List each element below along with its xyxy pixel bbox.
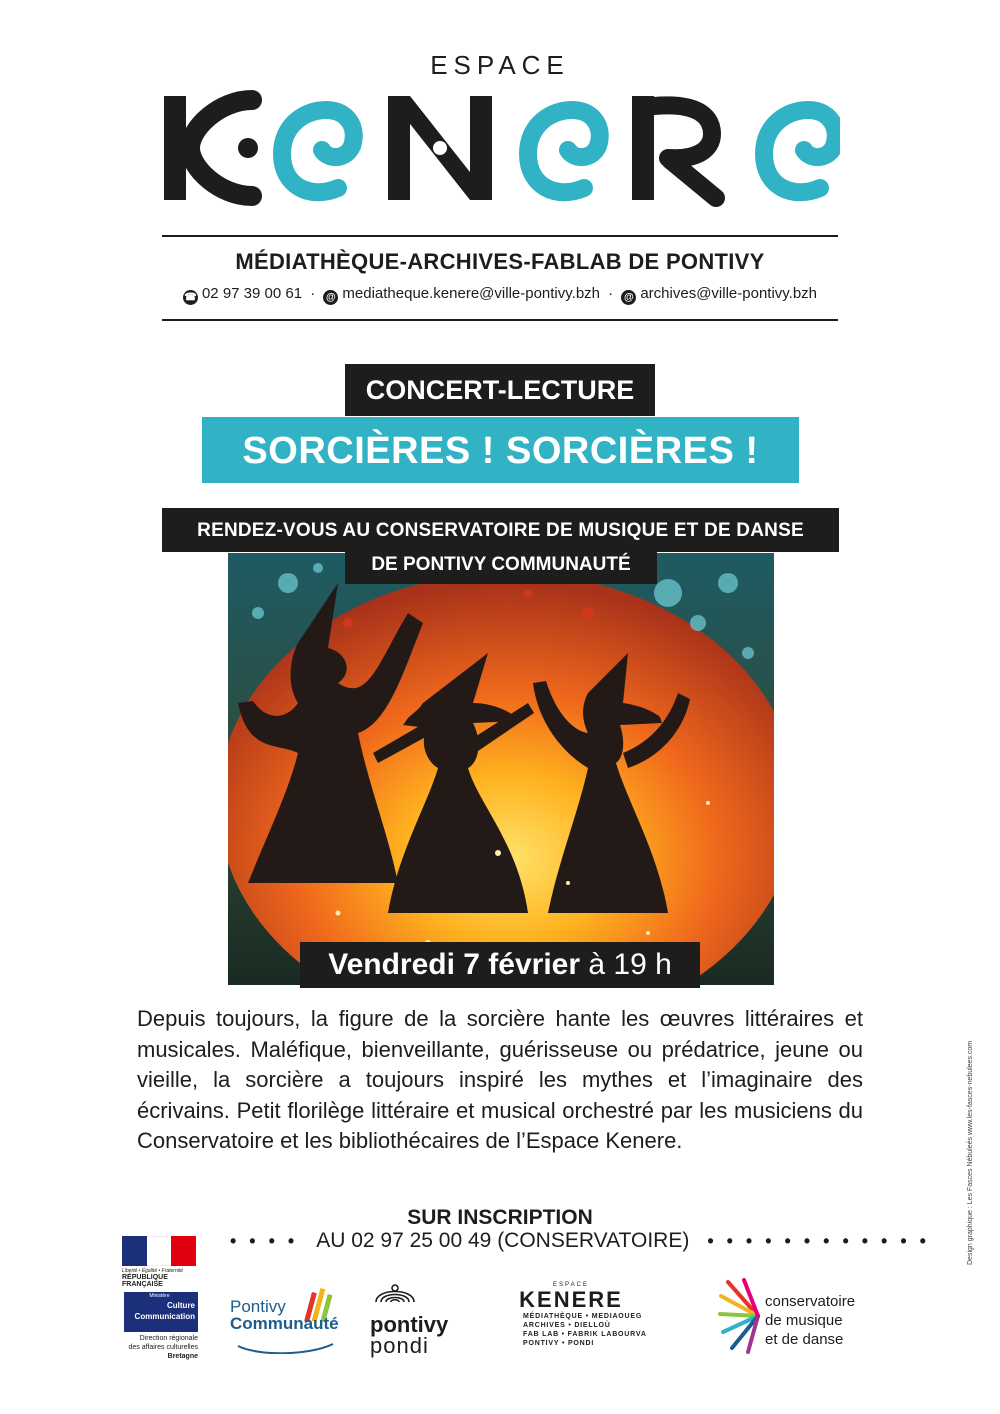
phone-number[interactable]: 02 97 39 00 61 — [201, 285, 303, 302]
logo-letter-k — [164, 96, 258, 200]
witches-artwork — [228, 553, 774, 985]
email-mediatheque[interactable]: mediatheque.kenere@ville-pontivy.bzh — [342, 285, 600, 302]
venue-band-line1: RENDEZ-VOUS AU CONSERVATOIRE DE MUSIQUE ET DE DANSE — [162, 508, 839, 552]
at-icon: @ — [323, 290, 338, 305]
event-type-band: CONCERT-LECTURE — [345, 364, 655, 416]
registration-line — [230, 1229, 945, 1253]
design-credit: Design graphique : Les Fasces Nébuleés www.les-fasces-nebulees.com — [967, 1040, 974, 1265]
logo-letter-e2 — [528, 110, 600, 192]
event-date-day: Vendredi 7 février — [328, 948, 581, 981]
kenere-logo — [160, 88, 840, 208]
venue-band-line2: DE PONTIVY COMMUNAUTÉ — [345, 548, 657, 584]
email-archives[interactable]: archives@ville-pontivy.bzh — [640, 285, 818, 302]
logo-letter-e3 — [764, 110, 836, 192]
pontivy-communaute-logo: Pontivy Communauté — [228, 1284, 338, 1359]
republique-francaise-logo: Liberté • Égalité • Fraternité RÉPUBLIQUE FRANÇAISE — [122, 1236, 202, 1288]
header-rule-top — [162, 235, 838, 237]
dots-left: • • • • — [230, 1230, 299, 1251]
phone-icon: ☎ — [184, 292, 197, 303]
dots-right: • • • • • • • • • • • • — [707, 1230, 930, 1251]
fingerprint-icon — [370, 1280, 420, 1308]
espace-label: ESPACE — [430, 50, 570, 80]
pontivy-pondi-logo: pontivy pondi — [370, 1280, 448, 1357]
event-description: Depuis toujours, la figure de la sorcière hante les œuvres littéraires et musicales. Maléfique, bienveillante, guérisseuse ou prédatrice, jeune ou vieille, la sorcière a toujours inspiré les mythes et l’imaginaire des écrivains. Petit florilège littéraire et musical orchestré par les musiciens du Conservatoire et les bibliothécaires de l’Espace Kenere. — [137, 1006, 863, 1153]
header-rule-bottom — [162, 319, 838, 321]
ministere-culture-logo: Ministère Culture Communication Direction régionale des affaires culturelles Bretagne — [124, 1292, 204, 1361]
event-date — [300, 942, 700, 988]
logo-letter-n — [388, 96, 492, 200]
french-flag-icon — [122, 1236, 196, 1266]
event-title-band: SORCIÈRES ! SORCIÈRES ! — [202, 417, 799, 483]
logo-letter-r — [632, 96, 716, 200]
conservatoire-logo: conservatoire de musique et de danse — [718, 1278, 766, 1359]
logo-letter-e1 — [282, 110, 354, 192]
event-date-time: à 19 h — [588, 948, 672, 981]
at-icon: @ — [621, 290, 636, 305]
registration-detail[interactable]: AU 02 97 25 00 49 (CONSERVATOIRE) — [316, 1229, 690, 1252]
conservatoire-burst-icon — [718, 1278, 766, 1354]
registration-title: SUR INSCRIPTION — [407, 1206, 593, 1229]
institution-subtitle: MÉDIATHÈQUE-ARCHIVES-FABLAB DE PONTIVY — [235, 249, 765, 274]
contact-line: ☎ 02 97 39 00 61 · @ mediatheque.kenere@ville-pontivy.bzh · @ archives@ville-pontivy.bzh — [184, 285, 818, 303]
kenere-small-logo: ESPACE KENERE MÉDIATHÈQUE • MEDIAOUEG ARCHIVES • DIELLOÙ FAB LAB • FABRIK LABOURVA PONTIVY • PONDI — [519, 1282, 647, 1347]
